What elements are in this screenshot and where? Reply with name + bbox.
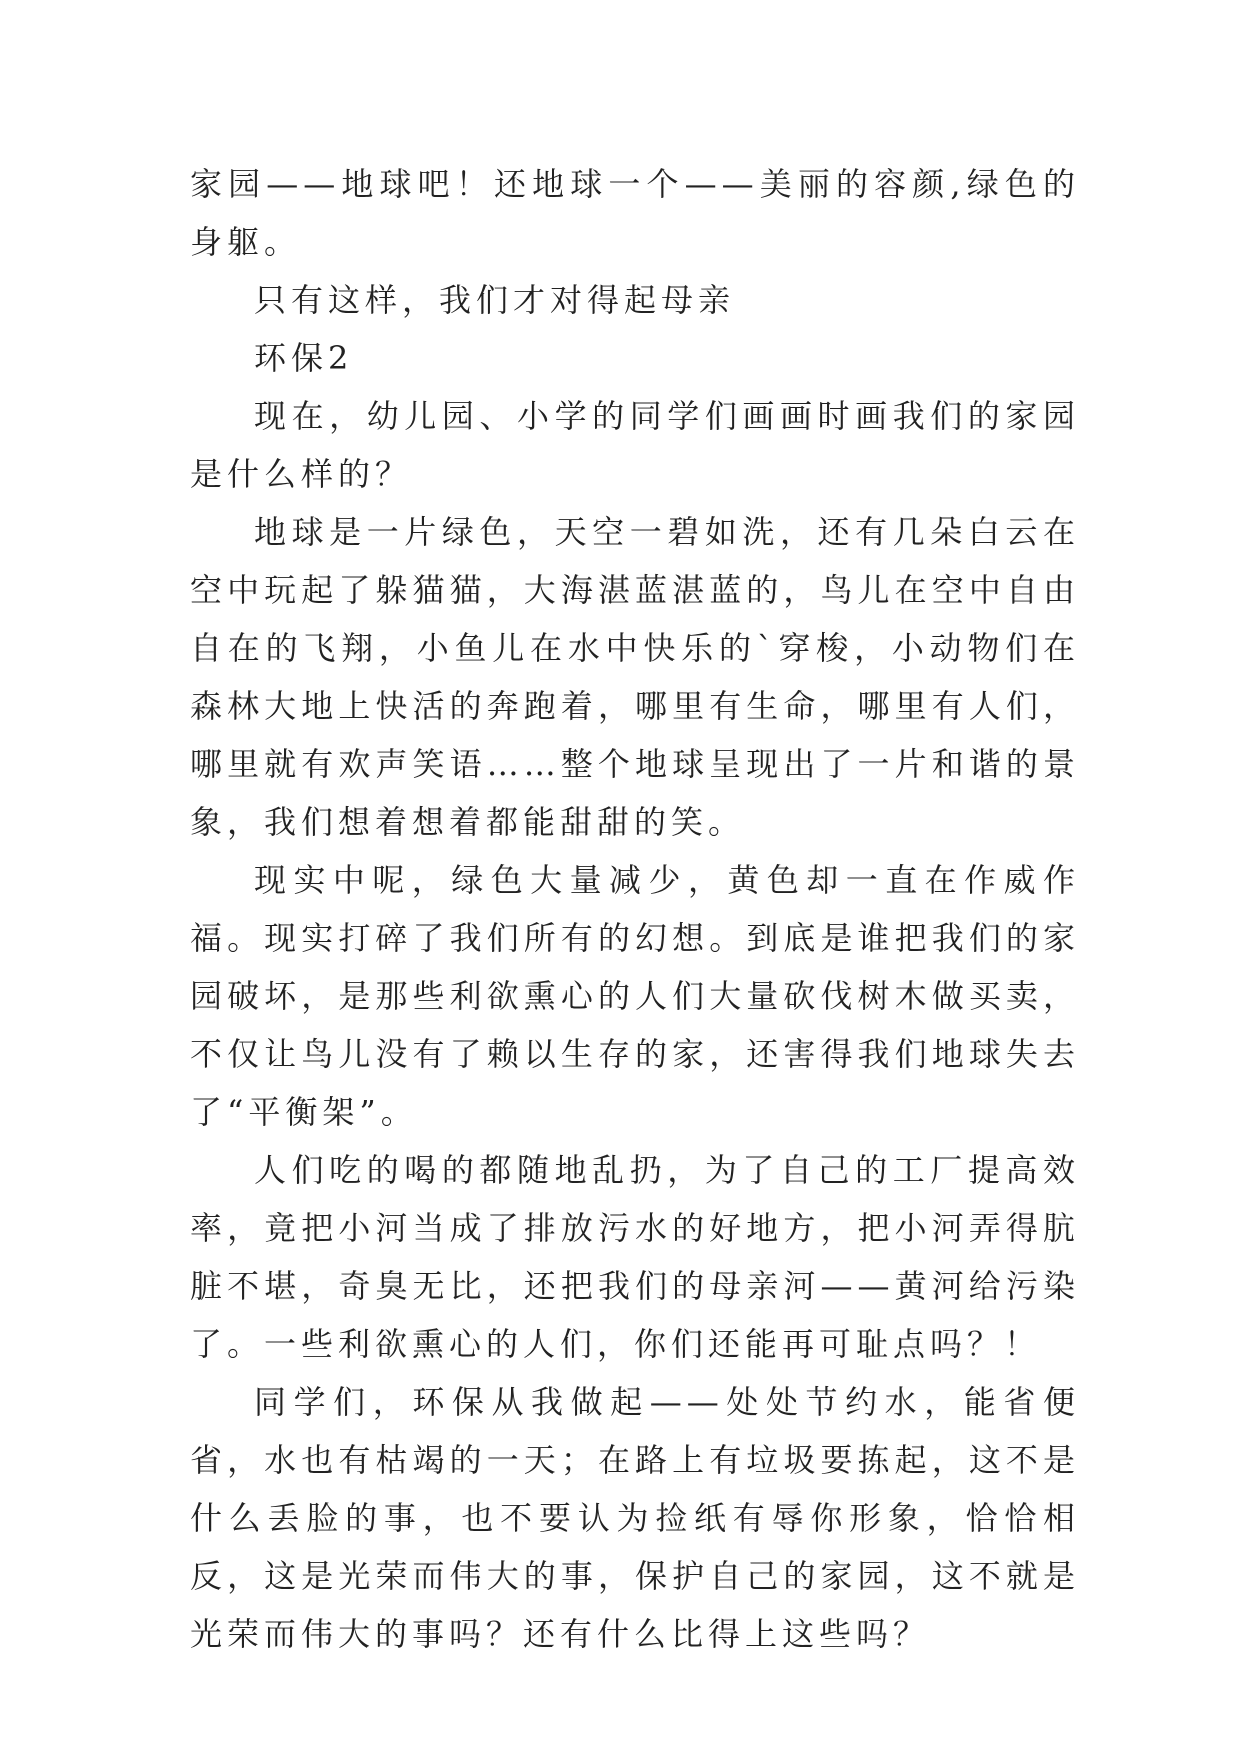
section-heading: 环保2 bbox=[254, 339, 354, 377]
paragraph-1: 家园——地球吧！还地球一个——美丽的容颜,绿色的身躯。 bbox=[190, 165, 1080, 261]
paragraph-2: 只有这样，我们才对得起母亲 bbox=[254, 281, 736, 319]
paragraph-6: 现实中呢，绿色大量减少，黄色却一直在作威作福。现实打碎了我们所有的幻想。到底是谁把我们的家园破坏，是那些利欲熏心的人们大量砍伐树木做买卖，不仅让鸟儿没有了赖以生存的家，还害得我们地球失去了“平衡架”。 bbox=[190, 861, 1080, 1131]
paragraph-7: 人们吃的喝的都随地乱扔，为了自己的工厂提高效率，竟把小河当成了排放污水的好地方，把小河弄得肮脏不堪，奇臭无比，还把我们的母亲河——黄河给污染了。一些利欲熏心的人们，你们还能再可耻点吗？！ bbox=[190, 1151, 1080, 1363]
document-body bbox=[190, 155, 1080, 1663]
paragraph-8: 同学们，环保从我做起——处处节约水，能省便省，水也有枯竭的一天；在路上有垃圾要拣起，这不是什么丢脸的事，也不要认为捡纸有辱你形象，恰恰相反，这是光荣而伟大的事，保护自己的家园，这不就是光荣而伟大的事吗？还有什么比得上这些吗？ bbox=[190, 1383, 1080, 1653]
paragraph-5: 地球是一片绿色，天空一碧如洗，还有几朵白云在空中玩起了躲猫猫，大海湛蓝湛蓝的，鸟儿在空中自由自在的飞翔，小鱼儿在水中快乐的`穿梭，小动物们在森林大地上快活的奔跑着，哪里有生命，哪里有人们，哪里就有欢声笑语……整个地球呈现出了一片和谐的景象，我们想着想着都能甜甜的笑。 bbox=[190, 513, 1080, 841]
paragraph-4: 现在，幼儿园、小学的同学们画画时画我们的家园是什么样的？ bbox=[190, 397, 1080, 493]
